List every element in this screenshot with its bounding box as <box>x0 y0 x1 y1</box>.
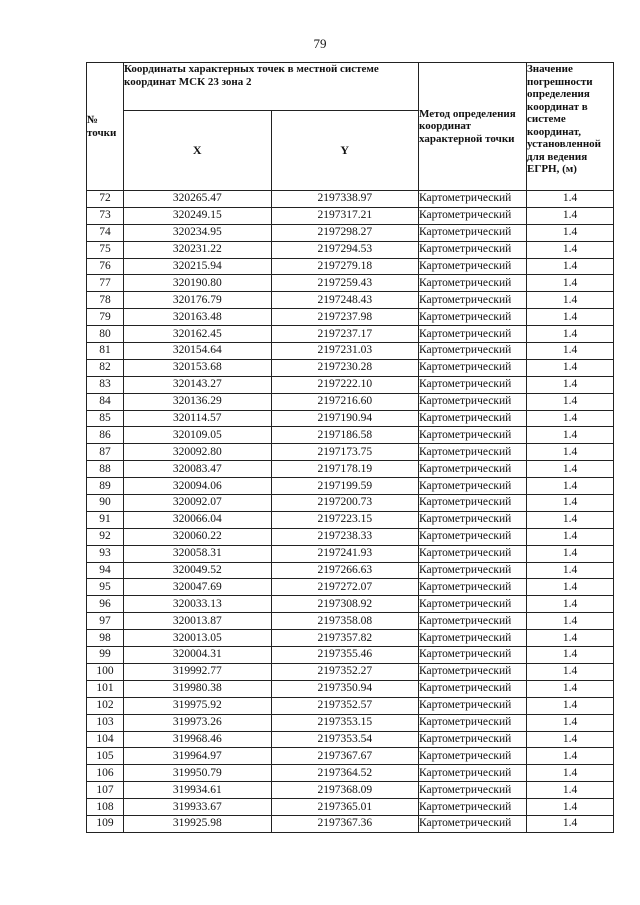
table-row <box>87 478 614 495</box>
cell-method: Картометрический <box>419 393 527 410</box>
table-row <box>87 545 614 562</box>
cell-y: 2197367.67 <box>271 748 419 765</box>
table-row <box>87 359 614 376</box>
cell-method: Картометрический <box>419 697 527 714</box>
cell-point-number: 73 <box>87 207 124 224</box>
cell-x: 319975.92 <box>124 697 272 714</box>
cell-error: 1.4 <box>527 731 614 748</box>
table-row <box>87 596 614 613</box>
cell-x: 320083.47 <box>124 461 272 478</box>
cell-y: 2197350.94 <box>271 680 419 697</box>
cell-error: 1.4 <box>527 815 614 832</box>
cell-error: 1.4 <box>527 782 614 799</box>
cell-x: 320190.80 <box>124 275 272 292</box>
cell-y: 2197199.59 <box>271 478 419 495</box>
cell-y: 2197238.33 <box>271 528 419 545</box>
cell-y: 2197308.92 <box>271 596 419 613</box>
cell-x: 320013.05 <box>124 630 272 647</box>
header-error: Значение погрешности определения координат в системе координат, установленной для ведения ЕГРН, (м) <box>527 63 614 191</box>
cell-error: 1.4 <box>527 461 614 478</box>
table-row <box>87 613 614 630</box>
cell-method: Картометрический <box>419 630 527 647</box>
table-row <box>87 461 614 478</box>
table-body <box>87 191 614 833</box>
table-row <box>87 731 614 748</box>
cell-error: 1.4 <box>527 545 614 562</box>
cell-y: 2197352.27 <box>271 663 419 680</box>
cell-method: Картометрический <box>419 410 527 427</box>
cell-method: Картометрический <box>419 613 527 630</box>
cell-method: Картометрический <box>419 782 527 799</box>
table-row <box>87 799 614 816</box>
cell-point-number: 107 <box>87 782 124 799</box>
cell-x: 320094.06 <box>124 478 272 495</box>
table-row <box>87 528 614 545</box>
cell-error: 1.4 <box>527 511 614 528</box>
page-number: 79 <box>313 36 327 51</box>
cell-x: 320231.22 <box>124 241 272 258</box>
cell-y: 2197365.01 <box>271 799 419 816</box>
table-row <box>87 663 614 680</box>
cell-x: 320109.05 <box>124 427 272 444</box>
cell-x: 320060.22 <box>124 528 272 545</box>
cell-method: Картометрический <box>419 495 527 512</box>
table-row <box>87 427 614 444</box>
cell-error: 1.4 <box>527 427 614 444</box>
cell-y: 2197216.60 <box>271 393 419 410</box>
cell-x: 320114.57 <box>124 410 272 427</box>
cell-error: 1.4 <box>527 410 614 427</box>
cell-point-number: 95 <box>87 579 124 596</box>
cell-point-number: 89 <box>87 478 124 495</box>
cell-y: 2197352.57 <box>271 697 419 714</box>
cell-point-number: 102 <box>87 697 124 714</box>
cell-x: 320136.29 <box>124 393 272 410</box>
cell-x: 320004.31 <box>124 647 272 664</box>
cell-y: 2197298.27 <box>271 224 419 241</box>
cell-x: 320143.27 <box>124 376 272 393</box>
cell-x: 320176.79 <box>124 292 272 309</box>
cell-method: Картометрический <box>419 376 527 393</box>
cell-method: Картометрический <box>419 275 527 292</box>
cell-method: Картометрический <box>419 799 527 816</box>
cell-y: 2197230.28 <box>271 359 419 376</box>
cell-error: 1.4 <box>527 478 614 495</box>
cell-method: Картометрический <box>419 714 527 731</box>
cell-method: Картометрический <box>419 207 527 224</box>
cell-x: 320058.31 <box>124 545 272 562</box>
cell-x: 320153.68 <box>124 359 272 376</box>
cell-method: Картометрический <box>419 731 527 748</box>
cell-point-number: 93 <box>87 545 124 562</box>
cell-error: 1.4 <box>527 647 614 664</box>
cell-x: 320013.87 <box>124 613 272 630</box>
table-row <box>87 326 614 343</box>
cell-error: 1.4 <box>527 343 614 360</box>
cell-method: Картометрический <box>419 343 527 360</box>
cell-error: 1.4 <box>527 680 614 697</box>
cell-error: 1.4 <box>527 376 614 393</box>
table-row <box>87 376 614 393</box>
cell-point-number: 96 <box>87 596 124 613</box>
cell-error: 1.4 <box>527 309 614 326</box>
cell-y: 2197241.93 <box>271 545 419 562</box>
cell-x: 319968.46 <box>124 731 272 748</box>
cell-x: 320163.48 <box>124 309 272 326</box>
cell-point-number: 74 <box>87 224 124 241</box>
table-row <box>87 241 614 258</box>
table-row <box>87 258 614 275</box>
cell-error: 1.4 <box>527 326 614 343</box>
cell-method: Картометрический <box>419 528 527 545</box>
cell-y: 2197279.18 <box>271 258 419 275</box>
cell-point-number: 88 <box>87 461 124 478</box>
cell-y: 2197186.58 <box>271 427 419 444</box>
cell-point-number: 109 <box>87 815 124 832</box>
table-row <box>87 292 614 309</box>
cell-x: 319992.77 <box>124 663 272 680</box>
cell-method: Картометрический <box>419 562 527 579</box>
cell-method: Картометрический <box>419 663 527 680</box>
cell-method: Картометрический <box>419 748 527 765</box>
cell-error: 1.4 <box>527 275 614 292</box>
cell-method: Картометрический <box>419 444 527 461</box>
table-row <box>87 562 614 579</box>
cell-y: 2197231.03 <box>271 343 419 360</box>
cell-point-number: 94 <box>87 562 124 579</box>
cell-point-number: 92 <box>87 528 124 545</box>
cell-point-number: 87 <box>87 444 124 461</box>
cell-point-number: 90 <box>87 495 124 512</box>
cell-point-number: 81 <box>87 343 124 360</box>
cell-point-number: 108 <box>87 799 124 816</box>
cell-method: Картометрический <box>419 815 527 832</box>
cell-x: 319925.98 <box>124 815 272 832</box>
cell-point-number: 86 <box>87 427 124 444</box>
cell-y: 2197358.08 <box>271 613 419 630</box>
cell-point-number: 98 <box>87 630 124 647</box>
cell-point-number: 91 <box>87 511 124 528</box>
cell-method: Картометрический <box>419 191 527 208</box>
cell-y: 2197317.21 <box>271 207 419 224</box>
cell-y: 2197266.63 <box>271 562 419 579</box>
cell-x: 320162.45 <box>124 326 272 343</box>
cell-error: 1.4 <box>527 748 614 765</box>
cell-error: 1.4 <box>527 292 614 309</box>
cell-method: Картометрический <box>419 292 527 309</box>
cell-error: 1.4 <box>527 562 614 579</box>
table-row <box>87 309 614 326</box>
cell-point-number: 79 <box>87 309 124 326</box>
table-row <box>87 275 614 292</box>
header-y: Y <box>271 111 419 191</box>
cell-method: Картометрический <box>419 241 527 258</box>
table-row <box>87 444 614 461</box>
cell-error: 1.4 <box>527 224 614 241</box>
cell-error: 1.4 <box>527 663 614 680</box>
cell-point-number: 76 <box>87 258 124 275</box>
cell-error: 1.4 <box>527 596 614 613</box>
cell-error: 1.4 <box>527 765 614 782</box>
cell-method: Картометрический <box>419 309 527 326</box>
table-row <box>87 495 614 512</box>
header-point-number: № точки <box>87 63 124 191</box>
cell-x: 320249.15 <box>124 207 272 224</box>
cell-y: 2197364.52 <box>271 765 419 782</box>
cell-y: 2197353.15 <box>271 714 419 731</box>
cell-y: 2197338.97 <box>271 191 419 208</box>
table-row <box>87 748 614 765</box>
cell-x: 319980.38 <box>124 680 272 697</box>
cell-x: 319964.97 <box>124 748 272 765</box>
table-row <box>87 765 614 782</box>
cell-error: 1.4 <box>527 630 614 647</box>
cell-error: 1.4 <box>527 714 614 731</box>
cell-method: Картометрический <box>419 326 527 343</box>
table-header-row <box>87 63 614 111</box>
cell-point-number: 84 <box>87 393 124 410</box>
cell-y: 2197222.10 <box>271 376 419 393</box>
cell-error: 1.4 <box>527 393 614 410</box>
table-row <box>87 343 614 360</box>
table-row <box>87 680 614 697</box>
table-row <box>87 191 614 208</box>
cell-point-number: 75 <box>87 241 124 258</box>
cell-method: Картометрический <box>419 647 527 664</box>
cell-y: 2197190.94 <box>271 410 419 427</box>
cell-point-number: 103 <box>87 714 124 731</box>
cell-y: 2197173.75 <box>271 444 419 461</box>
cell-y: 2197200.73 <box>271 495 419 512</box>
table-row <box>87 207 614 224</box>
cell-error: 1.4 <box>527 613 614 630</box>
cell-error: 1.4 <box>527 579 614 596</box>
cell-x: 320066.04 <box>124 511 272 528</box>
cell-error: 1.4 <box>527 495 614 512</box>
cell-point-number: 99 <box>87 647 124 664</box>
table-row <box>87 579 614 596</box>
cell-x: 319934.61 <box>124 782 272 799</box>
table-row <box>87 782 614 799</box>
cell-y: 2197357.82 <box>271 630 419 647</box>
cell-method: Картометрический <box>419 511 527 528</box>
cell-y: 2197294.53 <box>271 241 419 258</box>
cell-error: 1.4 <box>527 528 614 545</box>
table-row <box>87 393 614 410</box>
cell-error: 1.4 <box>527 444 614 461</box>
cell-point-number: 82 <box>87 359 124 376</box>
cell-y: 2197248.43 <box>271 292 419 309</box>
cell-y: 2197178.19 <box>271 461 419 478</box>
table-row <box>87 511 614 528</box>
cell-x: 320047.69 <box>124 579 272 596</box>
cell-y: 2197223.15 <box>271 511 419 528</box>
cell-point-number: 105 <box>87 748 124 765</box>
cell-y: 2197367.36 <box>271 815 419 832</box>
cell-point-number: 104 <box>87 731 124 748</box>
cell-x: 320033.13 <box>124 596 272 613</box>
cell-error: 1.4 <box>527 258 614 275</box>
cell-y: 2197237.98 <box>271 309 419 326</box>
cell-error: 1.4 <box>527 359 614 376</box>
cell-x: 320092.80 <box>124 444 272 461</box>
cell-point-number: 77 <box>87 275 124 292</box>
cell-method: Картометрический <box>419 765 527 782</box>
cell-point-number: 85 <box>87 410 124 427</box>
cell-error: 1.4 <box>527 207 614 224</box>
cell-x: 319950.79 <box>124 765 272 782</box>
cell-y: 2197237.17 <box>271 326 419 343</box>
table-row <box>87 410 614 427</box>
cell-point-number: 83 <box>87 376 124 393</box>
header-coordinates: Координаты характерных точек в местной системе координат МСК 23 зона 2 <box>124 63 419 111</box>
cell-y: 2197353.54 <box>271 731 419 748</box>
header-method: Метод определения координат характерной точки <box>419 63 527 191</box>
cell-method: Картометрический <box>419 224 527 241</box>
table-row <box>87 630 614 647</box>
table-row <box>87 815 614 832</box>
cell-x: 320234.95 <box>124 224 272 241</box>
cell-error: 1.4 <box>527 241 614 258</box>
cell-y: 2197272.07 <box>271 579 419 596</box>
cell-point-number: 72 <box>87 191 124 208</box>
cell-point-number: 97 <box>87 613 124 630</box>
cell-x: 320092.07 <box>124 495 272 512</box>
cell-method: Картометрический <box>419 359 527 376</box>
coordinates-table <box>86 62 614 833</box>
cell-method: Картометрический <box>419 478 527 495</box>
cell-point-number: 106 <box>87 765 124 782</box>
cell-x: 320154.64 <box>124 343 272 360</box>
cell-point-number: 80 <box>87 326 124 343</box>
cell-method: Картометрический <box>419 579 527 596</box>
cell-point-number: 78 <box>87 292 124 309</box>
cell-method: Картометрический <box>419 461 527 478</box>
cell-x: 320215.94 <box>124 258 272 275</box>
table-row <box>87 714 614 731</box>
cell-x: 320049.52 <box>124 562 272 579</box>
table-row <box>87 224 614 241</box>
cell-method: Картометрический <box>419 596 527 613</box>
cell-y: 2197355.46 <box>271 647 419 664</box>
cell-point-number: 100 <box>87 663 124 680</box>
cell-y: 2197259.43 <box>271 275 419 292</box>
table-row <box>87 647 614 664</box>
cell-method: Картометрический <box>419 680 527 697</box>
cell-x: 319973.26 <box>124 714 272 731</box>
cell-method: Картометрический <box>419 258 527 275</box>
cell-method: Картометрический <box>419 545 527 562</box>
cell-error: 1.4 <box>527 697 614 714</box>
table-row <box>87 697 614 714</box>
cell-x: 320265.47 <box>124 191 272 208</box>
cell-x: 319933.67 <box>124 799 272 816</box>
cell-y: 2197368.09 <box>271 782 419 799</box>
cell-error: 1.4 <box>527 799 614 816</box>
cell-method: Картометрический <box>419 427 527 444</box>
cell-point-number: 101 <box>87 680 124 697</box>
cell-error: 1.4 <box>527 191 614 208</box>
header-x: X <box>124 111 272 191</box>
